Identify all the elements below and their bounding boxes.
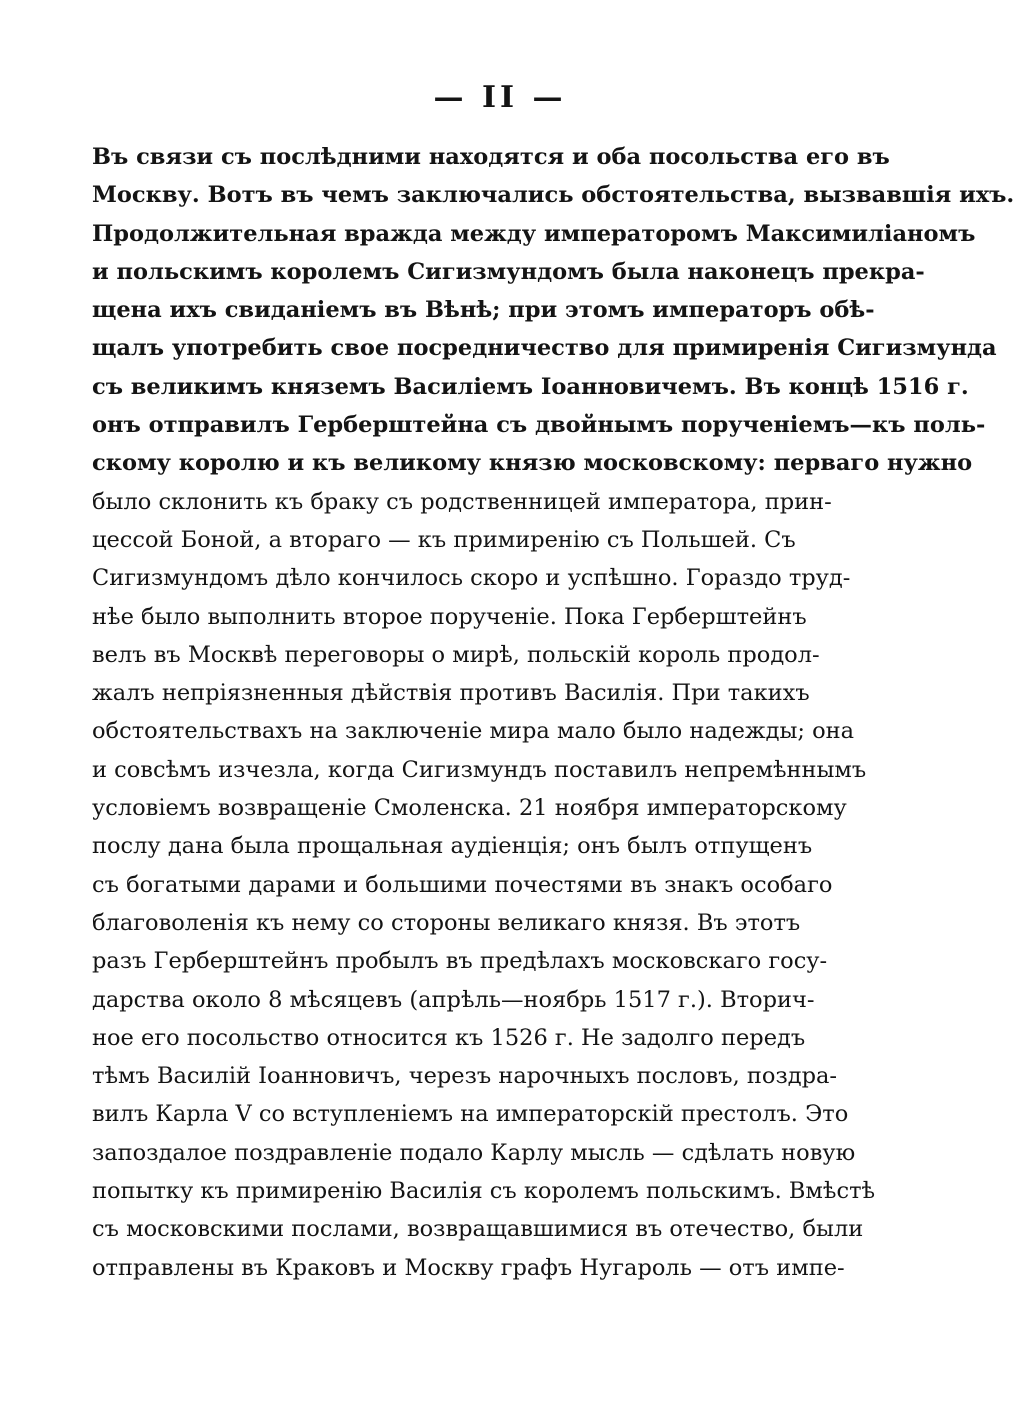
text-line: отправлены въ Краковъ и Москву графъ Нугароль — отъ импе- [92, 1254, 845, 1281]
text-line: Продолжительная вражда между императоромъ Максимиліаномъ [92, 220, 976, 247]
text-line: ное его посольство относится къ 1526 г. Не задолго передъ [92, 1024, 806, 1051]
text-line: дарства около 8 мѣсяцевъ (апрѣль—ноябрь 1517 г.). Вторич- [92, 986, 815, 1013]
text-line: щалъ употребить свое посредничество для примиренія Сигизмунда [92, 335, 997, 362]
text-line: жалъ непріязненныя дѣйствія противъ Василія. При такихъ [92, 680, 810, 707]
text-line: Сигизмундомъ дѣло кончилось скоро и успѣшно. Гораздо труд- [92, 565, 851, 592]
text-line: велъ въ Москвѣ переговоры о мирѣ, польскій король продол- [92, 641, 820, 668]
text-line: тѣмъ Василій Іоанновичъ, черезъ нарочныхъ пословъ, поздра- [92, 1063, 838, 1090]
text-line: благоволенія къ нему со стороны великаго князя. Въ этотъ [92, 909, 801, 936]
text-line: съ московскими послами, возвращавшимися въ отечество, были [92, 1216, 864, 1243]
text-line: послу дана была прощальная аудіенція; онъ былъ отпущенъ [92, 833, 813, 860]
text-line: и польскимъ королемъ Сигизмундомъ была наконецъ прекра- [92, 258, 925, 285]
text-line: щена ихъ свиданіемъ въ Вѣнѣ; при этомъ императоръ обѣ- [92, 297, 875, 324]
text-line: условіемъ возвращеніе Смоленска. 21 ноября императорскому [92, 795, 847, 822]
text-line: съ великимъ княземъ Василіемъ Іоанновичемъ. Въ концѣ 1516 г. [92, 373, 969, 400]
text-line: онъ отправилъ Герберштейна съ двойнымъ порученіемъ—къ поль- [92, 412, 986, 439]
text-line: вилъ Карла V со вступленіемъ на императорскій престолъ. Это [92, 1101, 849, 1128]
text-line: нѣе было выполнить второе порученіе. Пока Герберштейнъ [92, 603, 807, 630]
text-line: и совсѣмъ изчезла, когда Сигизмундъ поставилъ непремѣннымъ [92, 756, 867, 783]
body-text [92, 138, 1014, 1287]
text-line: было склонить къ браку съ родственницей императора, прин- [92, 488, 832, 515]
text-line: обстоятельствахъ на заключеніе мира мало было надежды; она [92, 718, 855, 745]
text-line: запоздалое поздравленіе подало Карлу мысль — сдѣлать новую [92, 1139, 856, 1166]
text-line: скому королю и къ великому князю московскому: перваго нужно [92, 450, 973, 477]
text-line: съ богатыми дарами и большими почестями въ знакъ особаго [92, 871, 833, 898]
text-line: разъ Герберштейнъ пробылъ въ предѣлахъ московскаго госу- [92, 948, 828, 975]
page-number: — II — [433, 80, 567, 115]
text-line: Москву. Вотъ въ чемъ заключались обстоятельства, вызвавшія ихъ. [92, 182, 1014, 209]
text-line: Въ связи съ послѣдними находятся и оба посольства его въ [92, 144, 890, 170]
text-line: попытку къ примиренію Василія съ королемъ польскимъ. Вмѣстѣ [92, 1178, 876, 1205]
text-line: цессой Боной, а втораго — къ примиренію съ Польшей. Съ [92, 526, 796, 553]
